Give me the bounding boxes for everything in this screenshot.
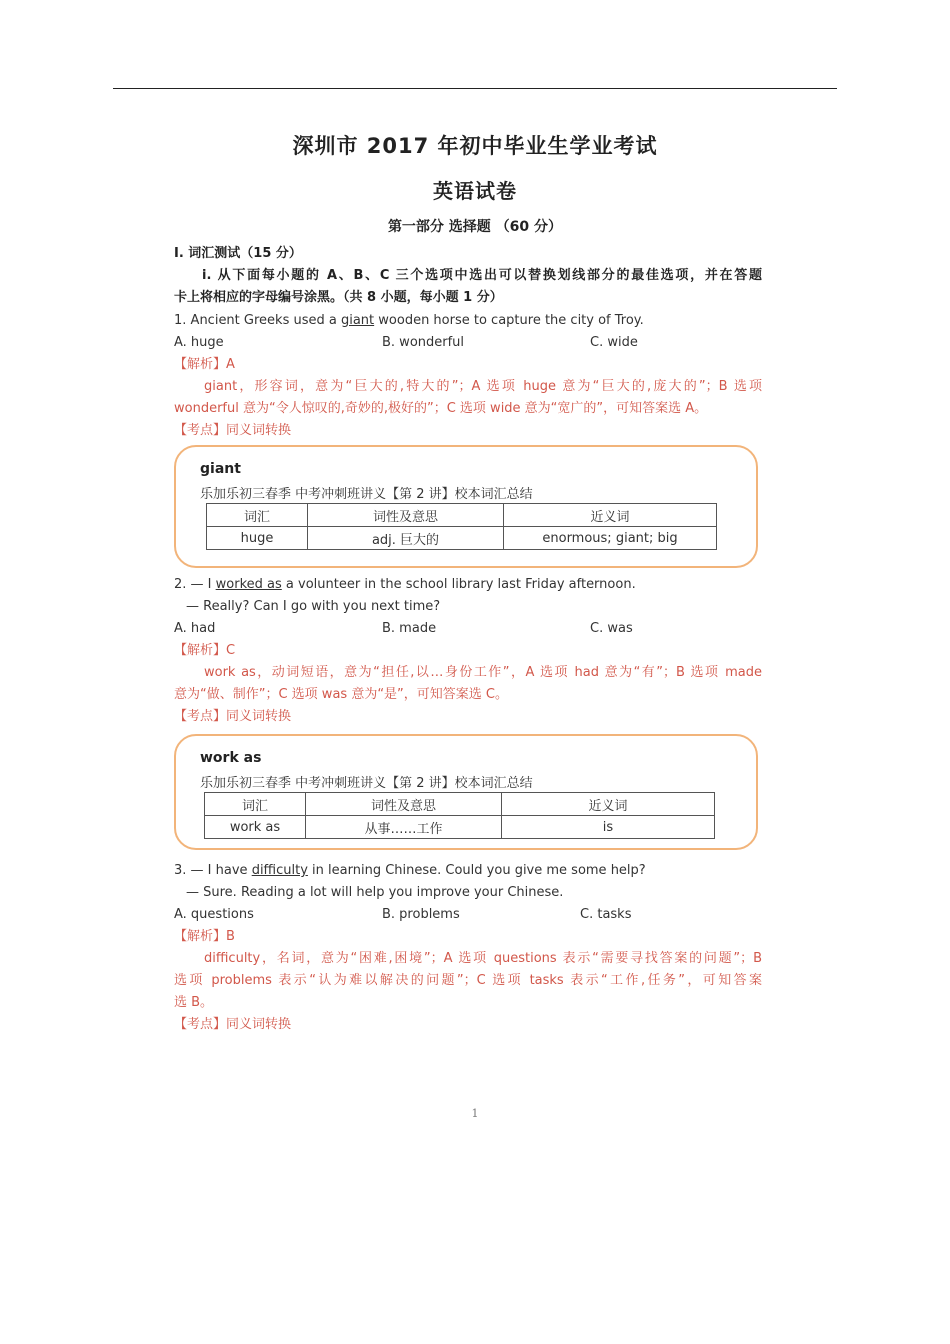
table-header-cell: 近义词: [504, 504, 717, 527]
stem-text: in learning Chinese. Could you give me some help?: [307, 863, 646, 878]
analysis-line: 意为“做、制作”；C 选项 was 意为“是”，可知答案选 C。: [174, 687, 508, 702]
question-1-stem: [174, 312, 644, 330]
table-cell: enormous; giant; big: [504, 527, 717, 550]
question-number: 2.: [174, 577, 187, 592]
answer-label: 【解析】C: [174, 643, 236, 658]
analysis-line: 选 B。: [174, 995, 214, 1010]
option-b: B. made: [382, 621, 437, 636]
table-row: [207, 527, 717, 550]
question-3-line-1: [174, 862, 646, 880]
table-header-row: [205, 793, 715, 816]
analysis-line: work as，动词短语，意为“担任,以…身份工作”，A 选项 had 意为“有”；B 选项 made: [204, 665, 762, 680]
part-heading: 第一部分 选择题 （60 分）: [387, 219, 563, 235]
analysis-line: giant，形容词，意为“巨大的,特大的”；A 选项 huge 意为“巨大的,庞大的”；B 选项: [204, 379, 762, 394]
point-label: 【考点】同义词转换: [174, 423, 292, 438]
vocab-source: 乐加乐初三春季 中考冲刺班讲义【第 2 讲】校本词汇总结: [200, 776, 533, 791]
point-label: 【考点】同义词转换: [174, 1017, 292, 1032]
option-c: C. was: [590, 621, 633, 636]
underlined-word: giant: [340, 313, 375, 328]
answer-label: 【解析】A: [174, 357, 235, 372]
table-header-cell: 词汇: [205, 793, 306, 816]
vocab-word: work as: [200, 750, 262, 766]
analysis-line: 选项 problems 表示“认为难以解决的问题”；C 选项 tasks 表示“工作,任务”，可知答案: [174, 973, 762, 988]
exam-title: 深圳市 2017 年初中毕业生学业考试: [292, 134, 658, 158]
table-header-cell: 词汇: [207, 504, 308, 527]
vocab-source: 乐加乐初三春季 中考冲刺班讲义【第 2 讲】校本词汇总结: [200, 487, 533, 502]
underlined-word: worked as: [215, 577, 282, 592]
table-header-cell: 词性及意思: [306, 793, 502, 816]
vocab-word: giant: [200, 461, 241, 477]
option-c: C. wide: [590, 335, 638, 350]
stem-text: wooden horse to capture the city of Troy.: [374, 313, 644, 328]
option-a: A. had: [174, 621, 216, 636]
stem-text: a volunteer in the school library last Friday afternoon.: [281, 577, 636, 592]
point-label: 【考点】同义词转换: [174, 709, 292, 724]
section-heading: I. 词汇测试（15 分）: [174, 246, 302, 261]
underlined-word: difficulty: [251, 863, 308, 878]
question-2-line-2: — Really? Can I go with you next time?: [186, 599, 441, 614]
header-rule: [113, 88, 837, 89]
question-2-line-1: [174, 576, 636, 594]
table-header-cell: 近义词: [502, 793, 715, 816]
table-cell: is: [502, 816, 715, 839]
answer-label: 【解析】B: [174, 929, 235, 944]
table-header-row: [207, 504, 717, 527]
question-3-line-2: — Sure. Reading a lot will help you improve your Chinese.: [186, 885, 564, 900]
option-a: A. huge: [174, 335, 224, 350]
instruction-line-1: i. 从下面每小题的 A、B、C 三个选项中选出可以替换划线部分的最佳选项，并在答题: [202, 268, 762, 283]
option-b: B. problems: [382, 907, 460, 922]
table-cell: huge: [207, 527, 308, 550]
vocab-box: [174, 445, 758, 568]
stem-text: — I: [190, 577, 216, 592]
table-cell: adj. 巨大的: [308, 527, 504, 550]
question-number: 3.: [174, 863, 187, 878]
option-c: C. tasks: [580, 907, 632, 922]
stem-text: Ancient Greeks used a: [190, 313, 341, 328]
vocab-box: [174, 734, 758, 850]
table-cell: 从事……工作: [306, 816, 502, 839]
analysis-line: difficulty，名词，意为“困难,困境”；A 选项 questions 表示“需要寻找答案的问题”；B: [204, 951, 762, 966]
table-cell: work as: [205, 816, 306, 839]
stem-text: — I have: [190, 863, 252, 878]
option-a: A. questions: [174, 907, 254, 922]
page-number: 1: [471, 1107, 479, 1120]
analysis-line: wonderful 意为“令人惊叹的,奇妙的,极好的”；C 选项 wide 意为“宽广的”，可知答案选 A。: [174, 401, 708, 416]
option-b: B. wonderful: [382, 335, 465, 350]
table-header-cell: 词性及意思: [308, 504, 504, 527]
vocab-table: [206, 503, 717, 550]
vocab-table: [204, 792, 715, 839]
table-row: [205, 816, 715, 839]
instruction-line-2: 卡上将相应的字母编号涂黑。（共 8 小题，每小题 1 分）: [174, 290, 503, 305]
question-number: 1.: [174, 313, 187, 328]
exam-subtitle: 英语试卷: [433, 179, 517, 203]
